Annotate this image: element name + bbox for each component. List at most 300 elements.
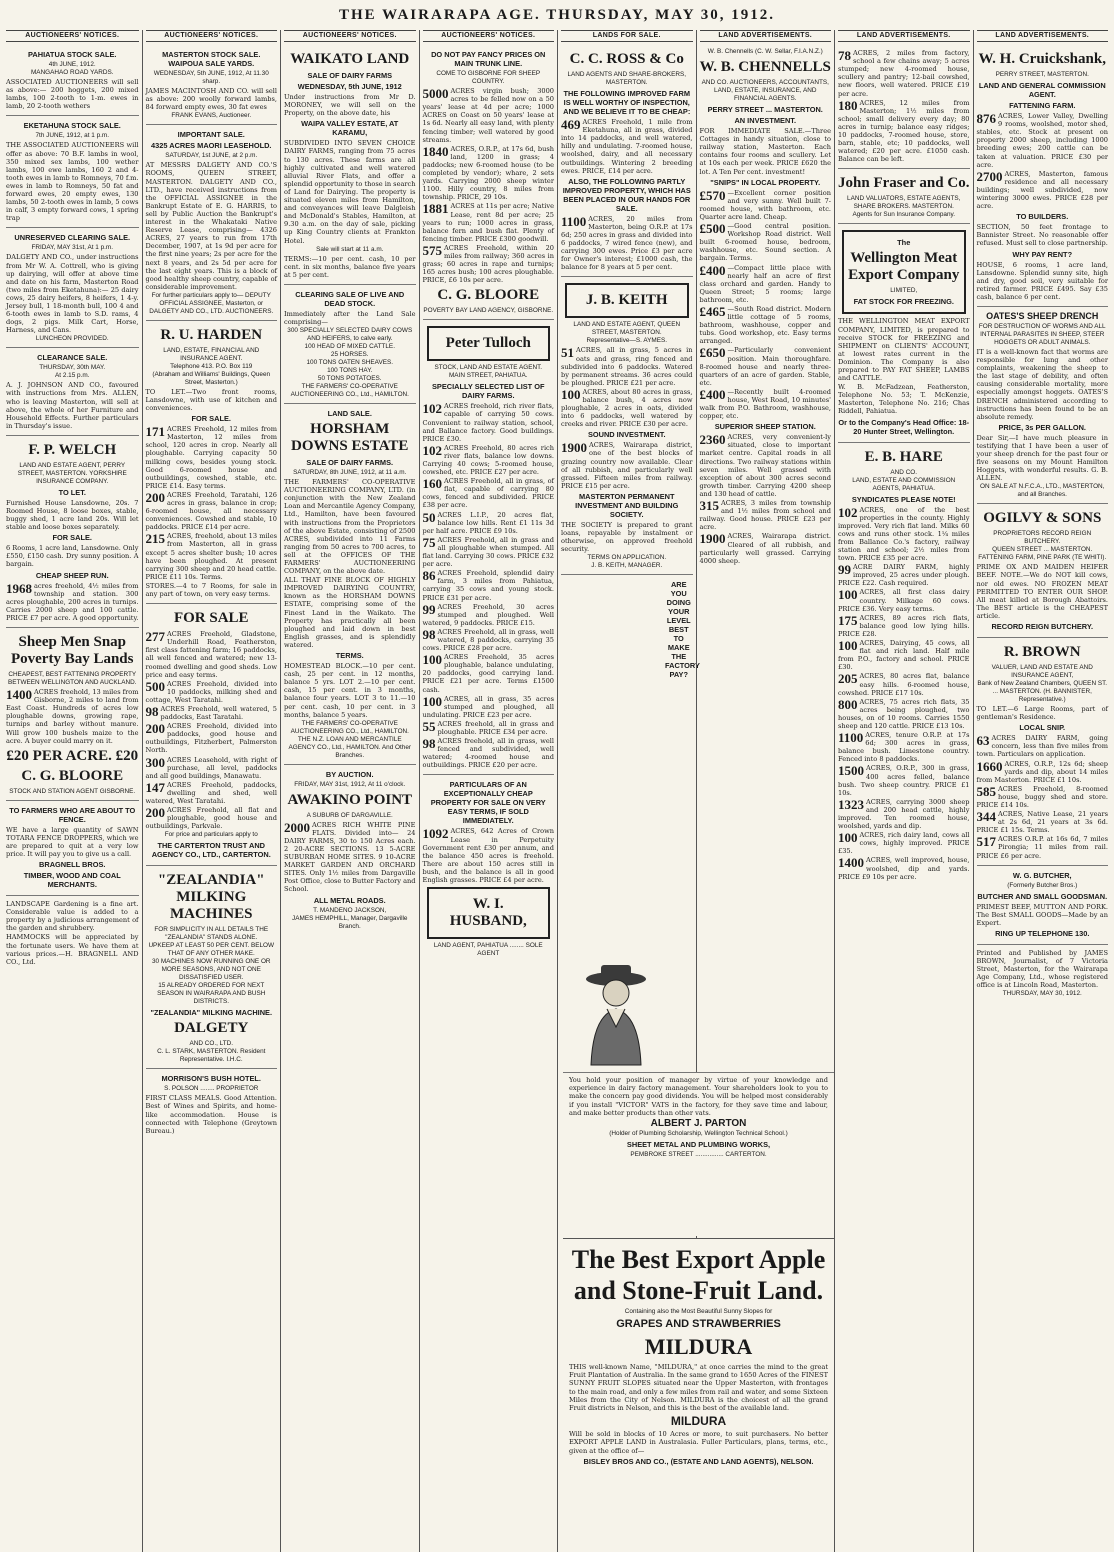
ad-sub: SALE OF DAIRY FARMS. (306, 458, 394, 468)
ad-sub: LAND, ESTATE, FINANCIAL AND INSURANCE AGENT. (163, 346, 260, 362)
listing-text: ACRES, very convenient-ly situated, close to important market centre. Capital roads in all directions. Two railway stations within seven miles. Well grassed with exception of about 300 acres second growth timber. Carrying 4200 sheep and 130 head of cattle. (699, 433, 831, 498)
listing (423, 569, 555, 601)
listing-number: £650 (699, 345, 726, 361)
ad-horsham-downs (284, 404, 416, 765)
ad-sub: LAND AGENT, PAHIATUA ........ SOLE AGENT (433, 942, 543, 958)
ad-harden (146, 321, 278, 604)
listing (700, 189, 832, 221)
listing (423, 628, 555, 652)
ad-sub: LAND VALUATORS, ESTATE AGENTS, SHARE BROKERS. MASTERTON. (847, 195, 961, 211)
listing (423, 511, 555, 535)
ad-name: W. I. HUSBAND, (449, 896, 527, 930)
ad-body: A. J. JOHNSON AND CO., favoured with instructions from Mrs. ALLEN, who is leaving Masterton, will sell at above, the whole of her Furniture and Household Effects. Further particulars in Thursday's issue. (6, 381, 139, 430)
ad-line: W. B. Chennells (C. W. Sellar, F.I.A.N.Z.) (707, 48, 823, 56)
ad-zealandia (146, 866, 278, 1069)
ad-subtitle: THE FOLLOWING IMPROVED FARM IS WELL WORTHY OF INSPECTION, AND WE BELIEVE IT TO BE CHEAP: (563, 89, 691, 117)
ad-tulloch (423, 320, 555, 775)
ad-title: ARE YOU DOING YOUR LEVEL BEST TO MAKE THE FACTORY PAY? (665, 580, 700, 680)
imprint (977, 945, 1109, 1002)
listing (977, 170, 1109, 210)
ad-line: 25 HORSES. (330, 351, 369, 359)
ad-brown (977, 638, 1109, 866)
ad-subtitle: FAT STOCK FOR FREEZING. (853, 297, 954, 307)
ad-keith (561, 277, 693, 575)
ad-body: JAMES MACINTOSH AND CO. will sell as above: 200 woolly forward lambs, 84 forward empty ewes, 30 fat ewes (145, 87, 277, 112)
listing-number: 1400 (6, 687, 32, 703)
listing-text: ACRES L.I.P., 20 acres flat, balance low hills. Rent £1 11s 3d per half acre. PRICE £9 10s. (422, 510, 554, 535)
listing (561, 346, 693, 386)
column-header: LAND ADVERTISEMENTS. (700, 30, 832, 42)
ad-clearing-live-stock (284, 285, 416, 404)
ad-name: W. H. Cruickshank, (978, 51, 1106, 68)
ad-fence (6, 801, 139, 896)
listing-number: 1900 (699, 531, 726, 547)
ad-name: ALBERT J. PARTON (650, 1118, 747, 1130)
listing (838, 99, 970, 164)
ad-name: Sheep Men Snap Poverty Bay Lands (10, 634, 134, 668)
listing-number: 86 (422, 568, 436, 584)
keith-name-box (565, 283, 689, 318)
ad-trade: TIMBER, WOOD AND COAL MERCHANTS. (23, 871, 121, 890)
ad-name: W. B. CHENNELLS (699, 59, 831, 76)
listing-text: ACRES Freehold, all in grass, of flat, capable of carrying 80 cows, fenced and subdivided. PRICE £38 per acre. (422, 477, 554, 510)
ad-body: ALL THAT FINE BLOCK OF HIGHLY IMPROVED DAIRYING COUNTRY, known as the HORSHAM DOWNS ESTATE, comprising some of the Finest Land in the Waikato. The Property has practically all been ploughed and laid down in best English grasses, and is splendidly watered. (284, 576, 416, 649)
listing-number: 315 (699, 498, 719, 514)
ad-sub: (Holder of Plumbing Scholarship, Wellington Technical School.) (609, 1130, 788, 1138)
listing-text: ACRES, freehold, about 13 miles from Masterton, all in grass except 5 acres shelter bush; 10 acres have been ploughed. At present carrying 300 sheep and 20 head cattle. PRICE £11 10s. Terms. (145, 532, 277, 581)
ad-body: Furnished House Lansdowne, 20s. 7 Roomed House, 8 loose boxes, stable, buggy shed, 1 acre land 20s. Will let stable and loose boxes separately. (6, 498, 139, 532)
ad-name: FOR SALE (173, 610, 249, 627)
listing (977, 785, 1109, 809)
ad-line: SATURDAY, 1st JUNE, at 2 p.m. (165, 152, 258, 160)
column-4 (419, 30, 558, 1552)
ad-name: WAIKATO LAND (290, 51, 410, 68)
ad-body: TERMS:—10 per cent. cash, 10 per cent. in six months, balance five years at 5 per cent. (284, 254, 416, 279)
ad-name: W. G. BUTCHER, (1012, 870, 1072, 880)
listing-number: 2700 (976, 168, 1003, 184)
listing-text: ACRES freehold, all in grass and ploughable. PRICE £34 per acre. (437, 719, 554, 736)
ad-body: SECTION, 50 feet frontage to Bannister Street. No reasonable offer refused. Must sell to close partnership. (976, 223, 1108, 248)
ad-name: AWAKINO POINT (287, 791, 413, 808)
farmer-illustration (566, 954, 666, 1070)
ad-butcher (977, 866, 1109, 945)
listing (146, 532, 278, 581)
listing (146, 722, 278, 754)
ad-subtitle: SOUND INVESTMENT. (587, 430, 666, 440)
masthead: THE WAIRARAPA AGE. THURSDAY, MAY 30, 1912. (338, 6, 776, 23)
ad-subtitle: ALL METAL ROADS. (313, 895, 386, 905)
ad-title: DO NOT PAY FANCY PRICES ON MAIN TRUNK LINE. (431, 50, 546, 69)
listing-text: ACRES Freehold, 1 mile from Eketahuna, all in grass, divided into 14 paddocks, and well watered, hilly and undulating. 7-roomed house, woolshed, dairy, and all necessary outbuildings. Wintering 2 breeding ewes. PRICE, £14 per acre. (561, 118, 693, 175)
listing-text: —Recently built 4-roomed house, West Road, 10 minutes' walk from P.O. Bathroom, washhouse, copper, etc. (699, 387, 831, 421)
ad-subtitle: SPECIALLY SELECTED LIST OF DAIRY FARMS. (431, 382, 545, 401)
ad-subtitle: RECORD REIGN BUTCHERY. (991, 622, 1094, 632)
listing-text: ACRES, carrying 3000 sheep and 200 head cattle, highly improved. Ten roomed house, woolshed, yards and dip. (838, 797, 970, 831)
listing-number: 180 (838, 97, 858, 113)
listing-number: 876 (976, 111, 996, 127)
ad-name: HORSHAM DOWNS ESTATE (291, 421, 409, 455)
ad-line: S. POLSON ........ PROPRIETOR (164, 1085, 259, 1093)
ad-line: LUNCHEON PROVIDED. (35, 335, 109, 343)
listing (146, 781, 278, 805)
listing-number: 100 (838, 830, 858, 846)
listing-text: ACRES Freehold, well watered, 5 paddocks, East Taratahi. (160, 704, 277, 722)
ad-body: Immediately after the Land Sale comprising— (284, 309, 416, 326)
newspaper-columns (3, 30, 1111, 1552)
listing-number: 5000 (422, 86, 449, 102)
listing-number: 585 (976, 783, 996, 799)
listing-number: 99 (838, 562, 851, 578)
listing-number: 205 (838, 671, 858, 687)
ad-welch (6, 436, 139, 628)
ad-firm: THE CARTERTON TRUST AND AGENCY CO., LTD., CARTERTON. (151, 841, 271, 860)
ad-clearing-sale (6, 228, 139, 348)
listing-number: 1881 (422, 201, 449, 217)
listing-number: 575 (422, 242, 442, 258)
listing (838, 856, 970, 880)
ad-firm: BRAGNELL BROS. (39, 860, 106, 870)
ad-farms-top (838, 45, 970, 169)
listing (146, 705, 278, 721)
ad-line: FOR SIMPLICITY IN ALL DETAILS THE "ZEALANDIA" STANDS ALONE. (154, 926, 269, 942)
ad-firm: T. MANDENO JACKSON, (313, 906, 387, 914)
ad-body: SUBDIVIDED INTO SEVEN CHOICE DAIRY FARMS, ranging from 75 acres to 130 acres. These farms are all highly cultivated and well watered alluvial River Flats, and offer a splendid opportunity to those in search of Land for Dairying. The property is situated eleven miles from Hamilton, and conveyances will leave Dalgleish and McDonald's Stables, Hamilton, at 9.30 a.m. on the day of sale, picking up King Country clients at Frankton Hotel. (284, 139, 416, 245)
listing-number: 102 (838, 504, 858, 520)
listing (838, 798, 970, 830)
ad-subtitle: Or to the Company's Head Office: 18-20 Hunter Street, Wellington. (838, 417, 970, 436)
listing-text: ACRES Freehold, all in grass, well watered, 8 paddocks, carrying 35 cows. PRICE £28 per acre. (422, 627, 554, 653)
ad-poverty-bay (6, 628, 139, 801)
listing-text: ACRES virgin bush; 3000 acres to be felled now on a 50 years' lease at 4d per acre; 1000 ACRES on Coast on 50 years' lease at 1s 6d. Nearly all easy land, with plenty fencing timber; well watered by good streams. (422, 87, 554, 144)
listing (838, 764, 970, 796)
listing (146, 806, 278, 830)
listing-text: ACRES Freehold, 80 acres rich river flats, balance low downs. Carrying 40 cows; 5-roomed house, cowshed, etc. PRICE £27 per acre. (422, 443, 554, 477)
listing (146, 756, 278, 780)
listing-number: 160 (422, 476, 442, 492)
listing-text: ACRES, 75 acres rich flats, 35 acres being ploughed, two houses, on of 10 rooms. Carries 1550 sheep and 120 cattle. PRICE £13 10s. (838, 697, 970, 730)
listing-text: ACRES, 80 acres flat, balance easy hills. 6-roomed house, cowshed. PRICE £17 10s. (838, 672, 970, 697)
ad-body: ASSOCIATED AUCTIONEERS will sell as above:— 200 hoggets, 200 mixed lambs, 100 2-tooth to 1-m. ewes in lamb, 20 2-tooth wethers (6, 78, 139, 111)
ad-subtitle: GRAPES AND STRAWBERRIES (616, 1318, 781, 1330)
listing-number: 1660 (976, 758, 1003, 774)
listing-number: 200 (145, 489, 165, 505)
listing-text: ACRES, about 80 acres in grass, balance bush, 4 acres now ploughable, 2 acres in oats, divided into 6 paddocks, well watered by creeks and river. PRICE £30 per acre. (561, 387, 693, 429)
ad-date: FRIDAY, MAY 31st, 1912, At 11 o'clock. (294, 780, 406, 788)
listing (423, 87, 555, 144)
meat-box (842, 230, 966, 314)
ad-title: CLEARANCE SALE. (37, 353, 108, 363)
parton-body-block (563, 1072, 834, 1236)
listing-number: 517 (976, 834, 996, 850)
listing-text: ACRES at 11s per acre; Native Lease, rent 8d per acre; 25 years to run; 1000 acres in grass, balance fern and bush flat. Plenty of fencing timber. PRICE £300 goodwill. (422, 202, 554, 243)
listing (700, 222, 832, 262)
ad-name: Peter Tulloch (445, 335, 531, 352)
listing-text: ACRES freehold, rich river flats, capable of carrying 50 cows. Convenient to railway station, school, and Ballance factory. Good buildings. PRICE £30. (422, 402, 554, 443)
listing (838, 639, 970, 671)
listing-number: 1400 (838, 855, 864, 871)
ad-subtitle: WHY PAY RENT? (1012, 249, 1073, 259)
listing-number: 100 (838, 638, 858, 654)
ad-name: MILDURA (644, 1334, 753, 1359)
listing (423, 444, 555, 476)
ad-firm: BISLEY BROS AND CO., (ESTATE AND LAND AGENTS), NELSON. (583, 1456, 814, 1466)
ad-manager: JAMES HEMPHILL, Manager, Dargaville Branch. (292, 914, 408, 930)
listing-text: acres freehold, 4½ miles from township and station. 300 acres ploughable, 200 acres in turnips. Carries 2000 sheep and 100 cattle. PRICE £7 per acre. A good opportunity. (6, 581, 139, 622)
farmer-icon (571, 957, 661, 1067)
listing-number: 171 (145, 424, 165, 440)
listing-text: ACRE DAIRY FARM, highly improved, 25 acres under plough. PRICE £22. Cash required. (838, 563, 970, 588)
column-header: LAND ADVERTISEMENTS. (838, 30, 970, 42)
ad-title: UNRESERVED CLEARING SALE. (14, 233, 131, 243)
ad-sub: "ZEALANDIA" MILKING MACHINE. (150, 1008, 273, 1018)
ad-line: UPKEEP AT LEAST 50 PER CENT. BELOW THAT OF ANY OTHER MAKE. (148, 942, 275, 958)
ad-subtitle: AN INVESTMENT. (734, 116, 797, 126)
column-3 (280, 30, 419, 1552)
agent-name: C. G. BLOORE (21, 767, 124, 784)
listing-number: 98 (422, 736, 436, 752)
ad-sub: (Formerly Butcher Bros.) (1007, 881, 1078, 889)
listing (423, 603, 555, 627)
listing (423, 536, 555, 568)
listing-number: 75 (422, 534, 436, 550)
agent-sub: STOCK AND STATION AGENT GISBORNE. (9, 787, 136, 795)
ad-title: IMPORTANT SALE. (177, 130, 245, 140)
ad-body: Dear Sir,—I have much pleasure in testifying that I have been a user of your sheep drench for the past four or five seasons on my Mount Hamilton Hoggets, with wonderful results. G. B. ALLEN. (976, 433, 1108, 483)
listing-text: ACRES, 642 Acres of Crown Lease in Perpetuity Government rent £30 per annum, and the balance 450 acres is freehold. There are about 150 acres still in bush, and the balance is all in good English grasses. PRICE £4 per acre. (422, 827, 554, 885)
listing-number: 1500 (838, 763, 864, 779)
column-header: LAND ADVERTISEMENTS. (977, 30, 1109, 42)
ad-sub: STOCK, LAND AND ESTATE AGENT. (434, 364, 543, 372)
ad-line: TERMS ON APPLICATION. (587, 554, 667, 562)
listing-number: £500 (699, 221, 726, 237)
listing-number: £570 (699, 187, 726, 203)
ad-body: LANDSCAPE Gardening is a fine art. Considerable value is added to a property by a judicious arrangement of the garden and shrubbery. (6, 900, 139, 933)
ad-firm: DALGETY (174, 1020, 249, 1037)
ad-line: FRIDAY, MAY 31st, At 1 p.m. (31, 244, 114, 252)
listing-text: —Compact little place with nearly half an acre of first class orchard and garden. Handy to Queen Street; 5 rooms; large bathroom, etc. (699, 263, 831, 304)
ad-rep: C. L. STARK, MASTERTON. Resident Representative. I.H.C. (157, 1048, 266, 1064)
listing-text: ACRES Freehold, 8-roomed house, buggy shed and store. PRICE £14 10s. (976, 784, 1108, 809)
listing-number: 98 (422, 626, 436, 642)
listing-number: 98 (145, 703, 159, 719)
listing (423, 695, 555, 719)
ad-trade: BUTCHER AND SMALL GOODSMAN. (977, 891, 1108, 901)
listing (700, 499, 832, 531)
ad-firm: THE FARMERS' CO-OPERATIVE AUCTIONEERING CO., Ltd., HAMILTON. THE N.Z. LOAN AND MERCANTILE AGENCY CO., Ltd., HAMILTON. And Other Branches. (288, 719, 412, 759)
listing-number: 51 (561, 345, 574, 361)
listing-number: 55 (422, 718, 436, 734)
ad-addr: Bank of New Zealand Chambers, QUEEN ST. ... MASTERTON. (H. BANNISTER, Representative.) (977, 680, 1108, 704)
listing-number: 469 (561, 117, 581, 133)
listing-text: ACRES, tenure O.R.P. at 17s 6d; 300 acres in grass, balance bush. Limestone country. Fenced into 8 paddocks. (838, 731, 970, 764)
ad-masterton-stock-sale (146, 45, 278, 125)
ad-line: 4325 ACRES MAORI LEASEHOLD. (151, 141, 272, 151)
listing-text: ACRES, Dairying, 45 cows, all flat and rich land. Half mile from P.O., factory and school. PRICE £30. (838, 639, 970, 672)
ad-body: FIRST CLASS MEALS. Good Attention. Best of Wines and Spirits, and home-like accommodation. House is connected with Telephone (Greytown Bureau.) (145, 1094, 277, 1135)
listing-text: ACRES, well improved, house, woolshed, dip and yards. PRICE £9 10s per acre. (838, 856, 970, 881)
ad-line: For further particulars apply to— DEPUTY OFFICIAL ASSIGNEE, Masterton, or DALGETY AND CO., LTD. AUCTIONEERS. (149, 291, 274, 315)
ad-title: CLEARING SALE OF LIVE AND DEAD STOCK. (295, 289, 405, 308)
ad-oates-drench (977, 307, 1109, 504)
column-header: LANDS FOR SALE. (561, 30, 693, 42)
listing (561, 118, 693, 175)
ad-tel: Telephone 413. P.O. Box 119 (170, 362, 253, 370)
ad-hotel (146, 1069, 278, 1139)
listing-text: ACRES, 20 miles from Masterton, being O.R.P. at 17s 6d; 250 acres in grass and divided into 6 paddocks, 7 wired fence (new), and carrying 300 ewes. Price £3 per acre for Owner's interest; £1000 cash, the balance for 8 years at 5 per cent. (561, 214, 693, 272)
listing-text: ACRES Freehold, splendid dairy farm, 3 miles from Pahiatua, carrying 35 cows and young stock. PRICE £31 per acre. (422, 569, 554, 602)
listing-text: —Good central position. Workshop Road district. Well built 6-roomed house, bedroom, washhouse, etc. Sound section. A bargain. Terms. (699, 222, 831, 263)
agent-name: C. G. BLOORE (437, 287, 540, 304)
column-header: AUCTIONEERS' NOTICES. (284, 30, 416, 42)
ad-subtitle: MASTERTON PERMANENT INVESTMENT AND BUILDING SOCIETY. (575, 491, 679, 519)
ad-body: Under instructions from Mr D. MORONEY, we will sell on the Property, on the above date, his (284, 93, 416, 118)
ad-line: 4th JUNE, 1912. (48, 61, 96, 69)
ad-ross (561, 45, 693, 277)
column-1 (3, 30, 142, 1552)
listing (146, 680, 278, 704)
column-header: AUCTIONEERS' NOTICES. (423, 30, 555, 42)
ad-hare (838, 443, 970, 886)
listing (838, 731, 970, 763)
listing (700, 264, 832, 304)
ad-body: IT is a well-known fact that worms are responsible for lung and other complaints, weakening the sheep to the last stage of debility, and often causing considerable mortality, more especially amongst hoggets. OATES'S DRENCH administered according to instructions has been found to be an absolute remedy. (976, 347, 1108, 421)
ad-sub: LAND AND ESTATE AGENT, PERRY STREET, MASTERTON. YORKSHIRE INSURANCE COMPANY. (17, 461, 127, 485)
ad-body: 6 Rooms, 1 acre land, Lansdowne. Only £550, £150 cash. Dry sunny position. A bargain. (6, 544, 139, 569)
ad-date: SATURDAY, 8th JUNE, 1912, at 11 a.m. (293, 469, 407, 477)
listing-number: £465 (699, 303, 726, 319)
listing (423, 737, 555, 769)
listing-text: ACRES freehold, all in grass, well fenced and subdivided, well watered; 4-roomed house and outbuildings. PRICE £20 per acre. (422, 737, 554, 770)
ad-name: OATES'S SHEEP DRENCH (986, 310, 1099, 321)
ad-cruickshank (977, 45, 1109, 307)
listing (838, 588, 970, 612)
ad-addr: PERRY STREET, MASTERTON. (995, 71, 1089, 79)
ad-sub: CHEAPEST, BEST FATTENING PROPERTY BETWEEN WELLINGTON AND AUCKLAND. (8, 671, 137, 687)
tulloch-name-box (427, 326, 551, 361)
ad-name: Wellington Meat Export Company (848, 250, 960, 284)
listing-text: ACRES, O.R.P., at 17s 6d, bush land, 1200 in grass; 4 paddocks; new 6-roomed house (to be completed by vendor); whare, 2 sets yards. Carrying 2000 sheep winter 1100. Hilly country, 8 miles from township. PRICE, 29 10s. (422, 144, 554, 202)
ad-sub: LAND AND ESTATE AGENT, QUEEN STREET, MASTERTON. (573, 321, 681, 337)
listing-number: 100 (422, 693, 442, 709)
listing-number: £400 (699, 262, 726, 278)
listing-number: £400 (699, 386, 726, 402)
ad-mildura (563, 1238, 834, 1552)
ad-body: FOR IMMEDIATE SALE.—Three Cottages in handy situation, close to railway station, Masterton. Each contains four rooms and scullery. Let at 10s each per week. PRICE £620 the lot. A Ten Per cent. investment! (699, 127, 831, 176)
listing-number: 200 (145, 721, 165, 737)
listing (6, 688, 139, 745)
listing (838, 563, 970, 587)
ad-title: PARTICULARS OF AN EXCEPTIONALLY CHEAP PROPERTY FOR SALE ON VERY EASY TERMS, IF SOLD IMMEDIATELY. (430, 780, 546, 826)
listing (423, 202, 555, 242)
ad-line: At 2.15 p.m. (55, 372, 90, 380)
ad-body: You hold your position of manager by virtue of your knowledge and experience in dairy factory management. Your shareholders look to you to make the concern pay good dividends. You will be helped most considerably if you install "VICTOR" VATS in the factory, for they save time and labour, and make better products than other vats. (569, 1076, 828, 1117)
ad-line: Containing also the Most Beautiful Sunny Slopes for (624, 1308, 773, 1315)
ad-awakino-point (284, 765, 416, 935)
ad-addr: PEMBROKE STREET ................ CARTERTON. (630, 1151, 767, 1159)
listing (700, 346, 832, 386)
ad-waikato-land (284, 45, 416, 285)
listing (146, 630, 278, 679)
ad-line: 100 TONS OATEN SHEAVES. (306, 359, 394, 367)
listing-number: 100 (422, 652, 442, 668)
ad-name: R. BROWN (1003, 644, 1081, 661)
ad-subtitle: LOCAL SNIP. (1019, 723, 1066, 733)
listing (977, 835, 1109, 859)
listing-text: STORES.—4 to 7 Rooms, for sale in any part of town, on very easy terms. (145, 581, 277, 599)
listing-text: —Particularly convenient position. Main thoroughfare. 8-roomed house and nearly three-quarters of an acre of garden. Stable, etc. (699, 346, 831, 387)
listing-number: 200 (145, 805, 165, 821)
imprint-text: Printed and Published by JAMES BROWN, Journalist, of 7 Victoria Street, Masterton, for the Wairarapa Age Company, Ltd., whose registered office is at Lincoln Road, Masterton. (976, 948, 1108, 990)
listing-text: ACRES, Wairarapa district, one of the best blocks of grazing country now available. Clear of all rubbish, and particularly well grassed. Fifteen miles from railway. PRICE £15 per acre. (561, 441, 693, 490)
listing-number: 147 (145, 779, 165, 795)
listing (284, 821, 416, 894)
agent-sub: POVERTY BAY LAND AGENCY, GISBORNE. (423, 307, 554, 315)
ad-body: HOMESTEAD BLOCK.—10 per cent. cash, 25 per cent. in 12 months, balance 5 yrs. LOT 2.—10 per cent. cash, 15 per cent. in 3 months, balance four years. LOT 3 to 11.—10 per cent. cash, 10 per cent. in 3 months, balance 5 years. (284, 662, 416, 719)
ad-subtitle: FOR SALE. (52, 533, 92, 543)
listing-number: 800 (838, 696, 858, 712)
ad-line: FRANK EVANS, Auctioneer. (171, 112, 252, 120)
listing-text: ACRES Freehold, 12 miles from Masterton, 12 miles from school, 120 acres in crop. Nearly all ploughable. Carrying capacity 50 milking cows, besides young stock. Good 6-roomed house and outbuildings, cowshed, stable, etc. PRICE £14. Easy terms. (145, 425, 277, 490)
listing (561, 215, 693, 272)
ad-line: 7th JUNE, 1912, at 1 p.m. (35, 132, 110, 140)
listing-number: 102 (422, 442, 442, 458)
ad-sub: A SUBURB OF DARGAVILLE. (306, 811, 393, 819)
listing-number: 1100 (838, 730, 864, 746)
column-7 (834, 30, 973, 1552)
column-header: AUCTIONEERS' NOTICES. (146, 30, 278, 42)
ad-rep: Representative—S. AYMES. (586, 337, 667, 345)
ad-sub: COME TO GISBORNE FOR SHEEP COUNTRY. (436, 70, 541, 86)
ad-addr: PERRY STREET ... MASTERTON. (707, 105, 823, 115)
listing-text: ACRES, 12 miles from Masterton; 1½ miles from school; small delivery every day; 80 acres in turnip; balance easy ridges; 10 paddocks, 7-roomed house, store, barn, stable, etc; 10 paddocks, well watered; £20 per acre. £1050 cash. Balance can be left. (838, 98, 970, 164)
ad-subtitle: MILDURA (670, 1414, 727, 1429)
listing-number: 100 (838, 587, 858, 603)
listing (700, 532, 832, 564)
listing-text: —Excellent corner position and very sunny. Well built 7-roomed house, with bathroom, etc. Quarter acre land. Cheap. (699, 188, 831, 221)
ad-garden (6, 896, 139, 971)
ad-sub: SALE OF DAIRY FARMS (307, 71, 393, 81)
ad-subtitle: SUPERIOR SHEEP STATION. (714, 422, 816, 432)
ad-title: MORRISON'S BUSH HOTEL. (161, 1074, 261, 1084)
ad-line: 300 SPECIALLY SELECTED DAIRY COWS AND HEIFERS, to calve early. (287, 327, 413, 343)
listing-text: ACRES, Masterton, famous residence and all necessary buildings; well subdivided, now wintering 3000 ewes. PRICE £28 per acre. (976, 169, 1108, 211)
ad-firm-sub: AND CO., LTD. (189, 1040, 234, 1048)
ad-name: R. U. HARDEN (160, 326, 263, 343)
ad-gisborne (423, 45, 555, 320)
ad-name: John Fraser and Co. (838, 175, 970, 192)
ad-line: 50 TONS POTATOES. (317, 375, 382, 383)
listing-text: ACRES, 2 miles from factory, school a few chains away; 5 acres stumped; new 4-roomed house, scullery and pantry; 12-bail cowshed, new floors, well watered. PRICE £19 per acre. (838, 49, 970, 98)
listing-text: —South Road district. Modern little cottage of 5 rooms, bathroom, washhouse, copper and tubs. Good workshop, etc. Easy terms arranged. (699, 304, 831, 346)
ad-name: J. B. KEITH (585, 292, 668, 309)
ad-sub: AND CO. (890, 468, 918, 476)
column-2 (142, 30, 281, 1552)
listing-text: ACRES, 3 miles from township and 1½ miles from school and railway. Good house. PRICE £23 per acre. (699, 499, 831, 532)
price: £20 PER ACRE. £20 (6, 747, 139, 764)
ad-trade: LAND, ESTATE AND COMMISSION AGENTS, PAHIATUA. (852, 476, 956, 492)
ad-body: TO LET.—Two front rooms, Lansdowne, with use of kitchen and conveniences. (145, 387, 277, 413)
listing (146, 425, 278, 490)
listing-text: ACRES Freehold, paddocks, dwelling and shed, well watered, West Taratahi. (145, 780, 277, 805)
listing-number: 50 (422, 509, 436, 525)
ad-name: "ZEALANDIA" MILKING MACHINES (157, 872, 265, 923)
ad-title: TO FARMERS WHO ARE ABOUT TO FENCE. (9, 805, 136, 824)
listing (977, 112, 1109, 169)
listing-number: 277 (145, 629, 165, 645)
listing-number: 215 (145, 531, 165, 547)
ad-subtitle: "SNIPS" IN LOCAL PROPERTY. (710, 177, 821, 187)
ad-body: PRIMEST BEEF, MUTTON AND PORK. The Best SMALL GOODS—Made by an Expert. (976, 902, 1108, 927)
